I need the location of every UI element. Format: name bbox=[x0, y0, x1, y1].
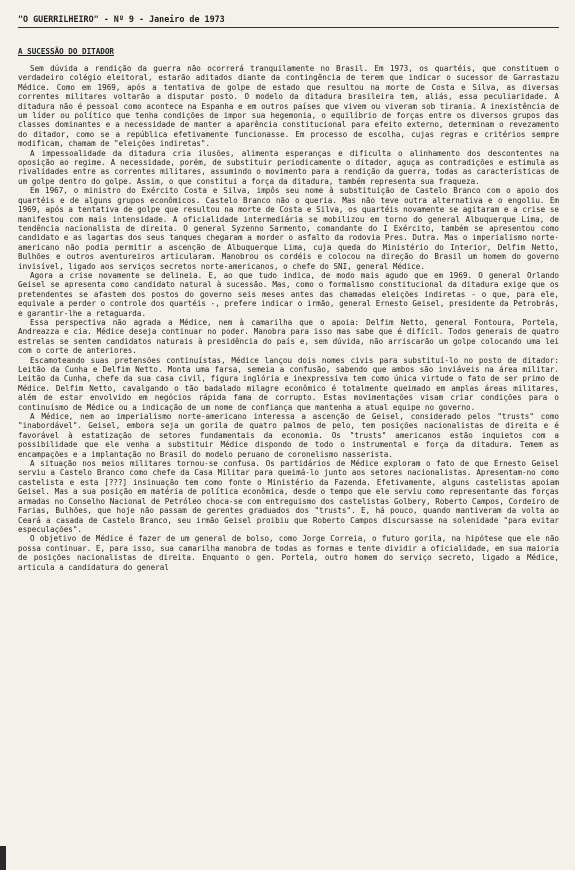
paragraph-6: Escamoteando suas pretensões continuístas, Médice lançou dois nomes civis para substituí-lo no posto de ditador: Leitão da Cunha e Delfim Netto. Monta uma farsa, semeia a confusão, sabendo que ambos são inviáveis na área militar. Leitão da Cunha, chefe da sua casa civil, figura inglória e inexpressiva tem como única virtude o fato de ser primo de Médice. Delfim Netto, cavalgando o tão badalado milagre econômico é totalmente queimado em amplas áreas militares, além de estar envolvido em negócios rápida fama de corrupto. Estas movimentações visam criar condições para o continuísmo de Médice ou a indicação de um nome de confiança que mantenha a atual equipe no governo. bbox=[18, 355, 559, 412]
article-body bbox=[18, 64, 559, 572]
paragraph-9: O objetivo de Médice é fazer de um general de bolso, como Jorge Correia, o futuro gorila, na hipótese que ele não possa continuar. E, para isso, sua camarilha manobra de todas as formas e tente dividir a oficialidade, em sua maioria de posições nacionalistas de direita. Enquanto o gen. Portela, outro homem do serviço secreto, ligado a Médice, articula a candidatura do general bbox=[18, 534, 559, 572]
paragraph-3: Em 1967, o ministro do Exército Costa e Silva, impôs seu nome à substituição de Castelo Branco com o apoio dos quartéis e de alguns grupos econômicos. Castelo Branco não o queria. Mas não teve outra alternativa e o engoliu. Em 1969, após a tentativa de golpe que resultou na morte de Costa e Silva, os quartéis novamente se agitaram e a crise se manifestou com mais intensidade. A oficialidade intermediária se mobilizou em torno do general Albuquerque Lima, de tendência nacionalista de direita. O general Syzenno Sarmento, comandante do I Exército, também se apresentou como candidato e as lagartas dos seus tanques chegaram a morder o asfalto da rodovia Pres. Dutra. Mas o imperialismo norte-americano não podia permitir a ascenção de Albuquerque Lima, cuja queda do Ministério do Interior, Delfim Netto, Bulhões e outros aventureiros articularam. Manobrou os cordéis e colocou na direção do Brasil um homem do governo invisível, ligado aos serviços secretos norte-americanos, o chefe do SNI, general Médice. bbox=[18, 186, 559, 271]
paragraph-2: A impessoalidade da ditadura cria ilusões, alimenta esperanças e dificulta o alinhamento dos descontentes na oposição ao regime. A necessidade, porém, de substituir periodicamente o ditador, aguça as contradições e estimula as rivalidades entre as correntes militares, assumindo o movimento para a rendição da guerra, todas as características de um golpe dentro do golpe. Assim, o que constitui a força da ditadura, também representa sua fraqueza. bbox=[18, 148, 559, 186]
paragraph-7: A Médice, nem ao imperialismo norte-americano interessa a ascenção de Geisel, considerado pelos "trusts" como "inabordável". Geisel, embora seja um gorila de quatro palmos de pelo, tem posições nacionalistas de direita e é favorável à estatização de setores fundamentais da economia. Os "trusts" americanos estão inquietos com a possibilidade que ele venha a substituir Médice dispondo de todo o instrumental e força da ditadura. Temem as encampações e a implantação no Brasil do modelo peruano de coronelismo nasserista. bbox=[18, 412, 559, 459]
article-title: A SUCESSÃO DO DITADOR bbox=[18, 47, 115, 56]
paragraph-4: Agora a crise novamente se delineia. E, ao que tudo indica, de modo mais agudo que em 1969. O general Orlando Geisel se apresenta como candidato natural à sucessão. Mas, como o formalismo constitucional da ditadura exige que os pretendentes se afastem dos postos do governo seis meses antes das chamadas eleições indiretas - o que, para ele, equivale a perder o controle dos quartéis -, prefere indicar o irmão, general Ernesto Geisel, presidente da Petrobrás, e garantir-lhe a retaguarda. bbox=[18, 270, 559, 318]
paragraph-1: Sem dúvida a rendição da guerra não ocorrerá tranquilamente no Brasil. Em 1973, os quartéis, que constituem o verdadeiro colégio eleitoral, estarão aditados diante da contingência de terem que indicar o sucessor de Garrastazu Médice. Como em 1969, após a tentativa de golpe de estado que resultou na morte de Costa e Silva, as diversas correntes militares voltarão a disputar posto. O modelo da ditadura brasileira tem, aliás, essa peculiaridade. A ditadura não é pessoal como acontece na Espanha e em outros países que vivem ou viveram sob tirania. A inexistência de um líder ou político que tenha condições de impor sua hegemonia, o equilíbrio de forças entre os diversos grupos das classes dominantes e a necessidade de manter a aparência constitucional para efeito externo, determinam o revezamento do ditador, como se a república efetivamente funcionasse. Em processo de escolha, cujas regras e critérios sempre modificam, chamam de "eleições indiretas". bbox=[18, 64, 559, 149]
header-rule bbox=[18, 27, 559, 28]
paragraph-5: Essa perspectiva não agrada a Médice, nem à camarilha que o apoia: Delfim Netto, general Fontoura, Portela, Andreazza e cia. Médice deseja continuar no poder. Manobra para isso mas sabe que é difícil. Todos generais de quatro estrelas se sentem candidatos naturais à presidência do país e, sem dúvida, não arriscarão um golpe colocando uma lei com o corte de anteriores. bbox=[18, 317, 559, 356]
scan-edge-mark bbox=[0, 846, 6, 870]
masthead: "O GUERRILHEIRO" - Nº 9 - Janeiro de 1973 bbox=[18, 14, 225, 24]
paragraph-8: A situação nos meios militares tornou-se confusa. Os partidários de Médice exploram o fato de que Ernesto Geisel serviu a Castelo Branco como chefe da Casa Militar para queimá-lo junto aos setores nacionalistas. Apresentam-no como castelista e esta [???] insinuação tem como fonte o Ministério da Fazenda. Efetivamente, alguns castelistas apoiam Geisel. Mas a sua posição em matéria de política econômica, desde o tempo que ele serviu como representante das forças armadas no Conselho Nacional de Petróleo choca-se com entreguismo dos castelistas Golbery, Roberto Campos, Cordeiro de Farias, Bulhões, que hoje não passam de gerentes graduados dos "trusts". E, há pouco, quando mantiveram da volta ao Ceará a casada de Castelo Branco, seu irmão Geisel proibiu que Roberto Campos discursasse na solenidade "para evitar especulações". bbox=[18, 459, 559, 534]
